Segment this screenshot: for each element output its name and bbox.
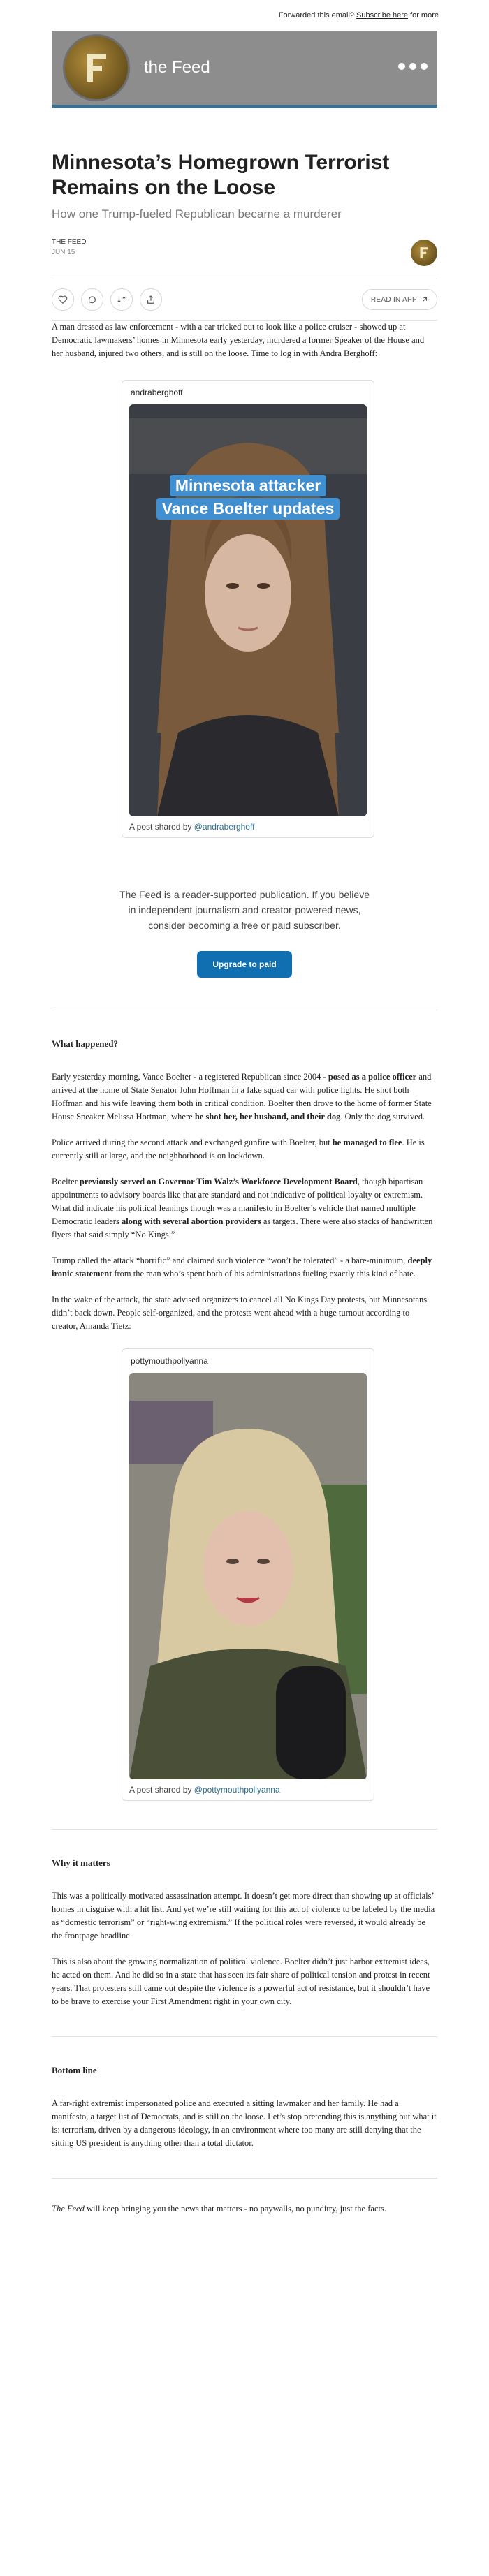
publication-logo[interactable] [63, 34, 130, 101]
caption-prefix: A post shared by [129, 1785, 192, 1795]
article-title[interactable]: Minnesota’s Homegrown Terrorist Remains on the Loose [52, 151, 390, 199]
comment-icon [87, 295, 97, 304]
paragraph: Early yesterday morning, Vance Boelter - a registered Republican since 2004 - posed as a police officer and arrived at the home of State Senator John Hoffman in a fake squad car with police lights. He shot both Hoffman and his wife leaving them both in critical condition. Boelter then drove to the home of former State House Speaker Melissa Hortman, where he shot her, her husband, and their dog. Only the dog survived. [52, 1072, 432, 1121]
read-in-app-button[interactable] [362, 289, 437, 310]
feed-logo-icon [77, 48, 116, 87]
paragraph: This was a politically motivated assassination attempt. It doesn’t get more direct than showing up at officials’ homes in disguise with a hit list. And yet we’re still waiting for this act of violence to be labeled by the media as “domestic terrorism” or “right-wing extremism.” If the political roles were reversed, it would already be the frontpage headline [52, 1891, 435, 1941]
section-heading-bottom-line: Bottom line [52, 2065, 97, 2075]
video-overlay-title [129, 474, 367, 520]
divider [52, 2036, 437, 2037]
paragraph: Boelter previously served on Governor Tim Walz’s Workforce Development Board, though bipartisan appointments to advisory boards like that are standard and not indicative of political loyalty or extremism. What did indicate his political leanings though was a manifesto in Boelter’s vehicle that named multiple Democratic leaders along with several abortion providers as targets. There were also stacks of handwritten flyers that said simply “No Kings.” [52, 1177, 433, 1239]
article-subtitle: How one Trump-fueled Republican became a murderer [52, 207, 342, 221]
subscribe-widget [52, 887, 437, 978]
upgrade-button[interactable]: Upgrade to paid [197, 951, 291, 978]
paragraph: Trump called the attack “horrific” and claimed such violence “won’t be tolerated” - a bare-minimum, deeply ironic statement from the man who’s spent both of his administrations fueling exactly this kind of hate. [52, 1256, 432, 1279]
byline [52, 237, 437, 266]
subscribe-link[interactable]: Subscribe here [356, 11, 409, 20]
header-accent-bar [52, 105, 437, 108]
author-name[interactable]: THE FEED [52, 238, 87, 246]
paragraph: This is also about the growing normalization of political violence. Boelter didn’t just harbor extremist ideas, he acted on them. And he did so in a state that has seen its fair share of political tension and protest in recent years. That protesters still came out despite the violence is a powerful act of resistance, but it shouldn’t have to be brave to exercise your First Amendment right in your own city. [52, 1957, 430, 2006]
comment-button[interactable] [81, 288, 103, 311]
section-heading-what-happened: What happened? [52, 1038, 118, 1049]
paragraph: In the wake of the attack, the state advised organizers to cancel all No Kings Day protests, but Minnesotans didn’t back down. People self-organized, and the protests went ahead with a huge turnout according to creator, Amanda Tietz: [52, 1295, 428, 1331]
embed-handle-link[interactable]: @andraberghoff [194, 822, 255, 832]
video-thumbnail[interactable] [129, 404, 367, 816]
restack-icon [117, 295, 126, 304]
overlay-line-2: Vance Boelter updates [156, 498, 340, 520]
paragraph: Police arrived during the second attack and exchanged gunfire with Boelter, but he managed to flee. He is currently still at large, and the neighborhood is on lockdown. [52, 1138, 425, 1161]
caption-prefix: A post shared by [129, 822, 192, 832]
share-button[interactable] [140, 288, 162, 311]
embed-caption [129, 1779, 367, 1795]
person-image [129, 1373, 367, 1779]
instagram-embed-2[interactable] [122, 1348, 374, 1801]
video-thumbnail[interactable] [129, 1373, 367, 1779]
intro-paragraph: A man dressed as law enforcement - with a car tricked out to look like a police cruiser - showed up at Democratic lawmakers’ homes in Minnesota early yesterday, murdered a former Speaker of the House and her husband, injured two others, and is still on the loose. Time to log in with Andra Berghoff: [52, 322, 425, 358]
footer-publication: The Feed [52, 2204, 85, 2214]
subscribe-text: The Feed is a reader-supported publication. If you believe in independent journalism and creator-powered news, consider becoming a free or paid subscriber. [119, 889, 370, 931]
restack-button[interactable] [110, 288, 133, 311]
author-avatar[interactable] [411, 240, 437, 266]
instagram-embed-1[interactable] [122, 380, 374, 838]
embed-caption [129, 816, 367, 832]
arrow-up-right-icon [421, 296, 428, 303]
embed-handle-link[interactable]: @pottymouthpollyanna [194, 1785, 280, 1795]
feed-logo-icon [416, 245, 432, 260]
post-date: JUN 15 [52, 249, 75, 256]
embed-account[interactable]: andraberghoff [131, 388, 183, 397]
heart-icon [58, 295, 68, 304]
read-in-app-label: READ IN APP [370, 295, 417, 304]
divider [52, 2178, 437, 2179]
publication-name[interactable]: the Feed [144, 58, 210, 77]
publication-header[interactable] [52, 31, 437, 105]
article [52, 150, 437, 2216]
action-bar [52, 279, 437, 321]
forward-suffix: for more [410, 11, 439, 20]
like-button[interactable] [52, 288, 74, 311]
more-menu-icon[interactable] [398, 63, 428, 70]
share-icon [146, 295, 156, 304]
overlay-line-1: Minnesota attacker [170, 475, 326, 496]
section-heading-why-it-matters: Why it matters [52, 1857, 110, 1868]
forward-notice [0, 0, 489, 31]
forward-text: Forwarded this email? [278, 11, 355, 20]
embed-account[interactable]: pottymouthpollyanna [131, 1356, 208, 1366]
person-image [129, 404, 367, 816]
footer-paragraph: The Feed will keep bringing you the news that matters - no paywalls, no punditry, just the facts. [52, 2204, 386, 2214]
paragraph: A far-right extremist impersonated police and executed a sitting lawmaker and her family. He had a manifesto, a target list of Democrats, and is still on the loose. Let’s stop pretending this is anything but what it is: terrorism, driven by a dangerous ideology, in an environment where too many are still denying that the sitting US president is anything other than a total dictator. [52, 2098, 437, 2148]
divider [52, 1829, 437, 1830]
